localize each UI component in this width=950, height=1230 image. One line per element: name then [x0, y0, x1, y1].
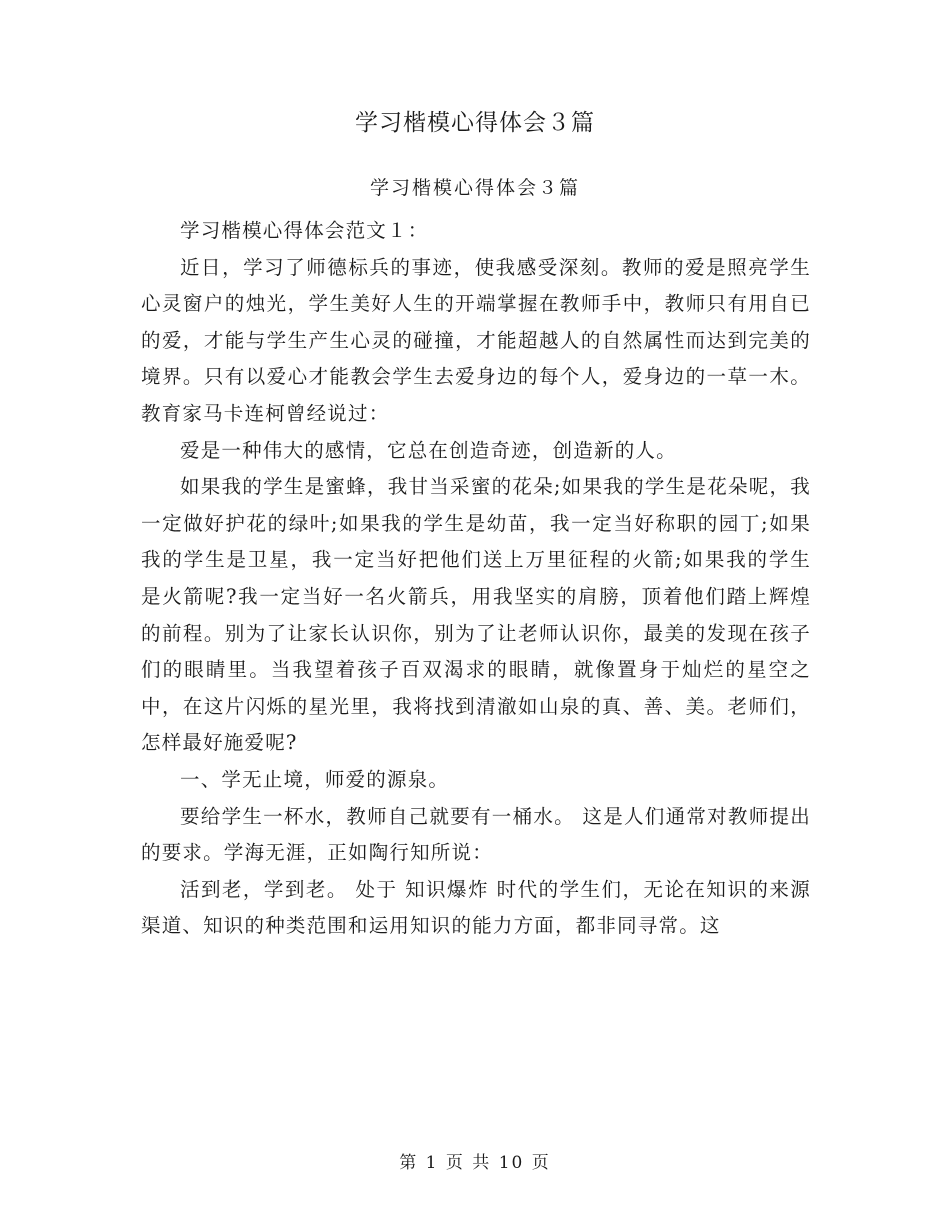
paragraph: 活到老，学到老。 处于 知识爆炸 时代的学生们，无论在知识的来源渠道、知识的种类范围和运用知识的能力方面，都非同寻常。这	[141, 877, 811, 938]
paragraph: 如果我的学生是蜜蜂，我甘当采蜜的花朵;如果我的学生是花朵呢，我一定做好护花的绿叶;如果我的学生是幼苗，我一定当好称职的园丁;如果我的学生是卫星，我一定当好把他们送上万里征程的火箭;如果我的学生是火箭呢?我一定当好一名火箭兵，用我坚实的肩膀，顶着他们踏上辉煌的前程。别为了让家长认识你，别为了让老师认识你，最美的发现在孩子们的眼睛里。当我望着孩子百双渴求的眼睛，就像置身于灿烂的星空之中，在这片闪烁的星光里，我将找到清澈如山泉的真、善、美。老师们，怎样最好施爱呢?	[141, 475, 811, 755]
document-title: 学习楷模心得体会３篇	[355, 110, 595, 136]
paragraph: 学习楷模心得体会范文１：	[180, 219, 429, 242]
paragraph: 爱是一种伟大的感情，它总在创造奇迹，创造新的人。	[180, 438, 677, 462]
paragraph: 要给学生一杯水，教师自己就要有一桶水。 这是人们通常对教师提出的要求。学海无涯，正如陶行知所说：	[141, 804, 811, 865]
document-subtitle: 学习楷模心得体会３篇	[369, 177, 580, 199]
paragraph: 近日，学习了师德标兵的事迹，使我感受深刻。教师的爱是照亮学生心灵窗户的烛光，学生美好人生的开端掌握在教师手中，教师只有用自已的爱，才能与学生产生心灵的碰撞，才能超越人的自然属性而达到完美的境界。只有以爱心才能教会学生去爱身边的每个人，爱身边的一草一木。教育家马卡连柯曾经说过：	[141, 255, 811, 425]
paragraph: 一、学无止境，师爱的源泉。	[180, 767, 450, 791]
page-footer: 第 1 页 共 10 页	[399, 1153, 551, 1173]
document-body	[141, 213, 811, 945]
